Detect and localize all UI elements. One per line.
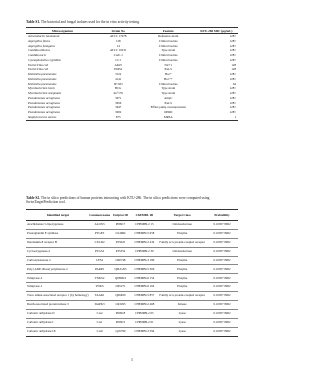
table1-row	[26, 115, 238, 120]
table2-header-chembl: ChEMBL ID	[130, 210, 158, 221]
table2-caption-text: The in silico predictions of human proteins interacting with KTU-286. The in silico predictions were computed using SwissTargetPrediction tool.	[26, 196, 210, 205]
table2-row	[26, 327, 238, 336]
table1-cell: 128<	[229, 110, 236, 114]
table2-cell: Oxidoreductase	[158, 247, 206, 256]
table1-caption-text: The bacterial and fungal isolates used for the in vitro activity testing.	[40, 20, 140, 24]
table2-caption-label: Table S2.	[26, 196, 41, 200]
table1-cell: Mycobacterium smegmatis	[28, 91, 62, 95]
table1-cell: CC1	[115, 57, 122, 62]
table1-cell: Clinical isolate	[158, 57, 178, 62]
table2-cell: CHEMBL3 180	[130, 256, 158, 265]
table1-cell: Pan-S	[164, 100, 172, 105]
table2-caption	[26, 196, 238, 205]
table1-cell: 3647	[115, 105, 122, 110]
table2-row	[26, 229, 238, 238]
table1-cell: IP 3O3	[113, 81, 123, 86]
table1-cell: 128<	[229, 105, 236, 110]
table1-cell: 128<	[229, 86, 236, 91]
table2-cell: CHEMBL3 594	[130, 327, 158, 336]
table2-cell: 0.10057 8902	[206, 318, 238, 327]
table2-row	[26, 221, 238, 230]
table2-cell: PTGES	[89, 229, 111, 238]
table2-cell: Lyase	[158, 327, 206, 336]
table2-row	[26, 301, 238, 310]
table2-cell: PTGS2	[89, 247, 111, 256]
table2-cell: CHEMBL2 468	[130, 301, 158, 310]
table2-cell: 0.10057 8902	[206, 265, 238, 274]
table2-cell: P25025	[111, 238, 131, 247]
table2-cell: TNKS2	[89, 274, 111, 283]
table1-cell: 128<	[229, 100, 236, 105]
table2-cell: CHEMBL6 164	[130, 283, 158, 292]
table2-cell: P00915	[111, 318, 131, 327]
table2-row	[26, 247, 238, 256]
table1-cell: ATCC 17978	[110, 34, 127, 38]
table2-cell: CHEMBL2 05	[130, 309, 158, 318]
table2-cell: Carbonic anhydrase II	[26, 309, 89, 318]
table2-cell: Enzyme	[158, 229, 206, 238]
table2-cell: 0.10057 8902	[206, 256, 238, 265]
table1-header-strain: Strain No	[97, 28, 140, 34]
table2-cell: ALOX5	[89, 221, 111, 230]
table2-cell: Family A G protein-coupled receptor	[158, 238, 206, 247]
table1-cell: 128	[231, 67, 236, 72]
table2-cell: 0.10057 8902	[206, 309, 238, 318]
table2-cell: Q96RJ0	[111, 292, 131, 301]
table2-cell: Tankyrase-2	[26, 274, 89, 283]
table1-cell: Clinical isolate	[158, 53, 178, 57]
table2-cell: 0.10057 8902	[206, 327, 238, 336]
table2-cell: P35354	[111, 247, 131, 256]
table2-cell: CHEMBL5 857	[130, 292, 158, 301]
table2-cell: O43293	[111, 301, 131, 310]
table2-cell: Prostaglandin E synthase	[26, 229, 89, 238]
table2-row	[26, 265, 238, 274]
table1-cell: 3071	[115, 95, 122, 100]
table1-cell: 1	[197, 115, 238, 120]
table1-cell: 64	[232, 81, 236, 86]
table1-cell: Staphylococcus aureus	[26, 115, 97, 120]
table1-cell: 128	[115, 38, 121, 43]
table1-cell: Type strain	[161, 91, 176, 95]
table2-cell: Kinase	[158, 301, 206, 310]
table2-cell: PARP2	[89, 265, 111, 274]
table1-cell: 4141	[115, 76, 122, 81]
table1-isolates	[26, 27, 238, 121]
table2-cell: CA2	[89, 309, 111, 318]
table2-cell: O00748	[111, 256, 131, 265]
table2-cell: Lyase	[158, 318, 206, 327]
table2-cell: CHEMBL6 154	[130, 274, 158, 283]
table2-cell: Tankyrase-1	[26, 283, 89, 292]
table2-row	[26, 309, 238, 318]
table1-cell: Mycobacterium bovis	[28, 86, 55, 91]
table1-cell: 128<	[229, 72, 236, 76]
table2-cell: Carbonic anhydrase IX	[26, 327, 89, 336]
table2-cell: Cyclooxygenase-2	[26, 247, 89, 256]
table2-cell: CHEMBL2 30	[130, 247, 158, 256]
table2-header-target: Identified target	[26, 210, 89, 221]
table1-cell: 128<	[229, 57, 236, 62]
table2-cell: Poly [ADP-ribose] polymerase 2	[26, 265, 89, 274]
table1-cell: Candida albicans	[28, 48, 50, 53]
table2-cell: Enzyme	[158, 274, 206, 283]
table1-cell: 128<	[229, 48, 236, 53]
table2-cell: Q16790	[111, 327, 131, 336]
table2-cell: O14684	[111, 229, 131, 238]
table2-cell: TNKS	[89, 283, 111, 292]
table2-cell: Enzyme	[158, 265, 206, 274]
table1-cell: 3122	[115, 72, 122, 76]
table2-cell: CA1	[89, 318, 111, 327]
table1-cell: Pan-S	[164, 67, 172, 72]
table1-caption	[26, 20, 238, 24]
table1-cell: 875	[97, 115, 140, 120]
table1-header-mic: KTU-286 MIC (μg/mL)	[197, 28, 238, 34]
table2-cell: CHEMBL2 15	[130, 221, 158, 230]
table1-cell: Candida auris	[28, 53, 46, 57]
table2-cell: 0.10057 8902	[206, 274, 238, 283]
table2-cell: Family A G protein-coupled receptor	[158, 292, 206, 301]
table2-cell: Trace amine-associated receptor 1 (by homology)	[26, 292, 89, 301]
table2-cell: CHEMBL2 434	[130, 238, 158, 247]
table1-cell: 128<	[229, 91, 236, 95]
table1-cell: Efflux pump overexpression	[150, 105, 186, 110]
table2-cell: Carbonic anhydrase I	[26, 318, 89, 327]
table2-cell: TAAR1	[89, 292, 111, 301]
table2-header-uniprot: Uniprot ID	[111, 210, 131, 221]
table2-cell: P09917	[111, 221, 131, 230]
table1-cell: 128<	[229, 38, 236, 43]
table1-cell: 3656	[115, 100, 122, 105]
table2-cell: 0.10057 8902	[206, 238, 238, 247]
table1-cell: Hoc++	[163, 76, 173, 81]
table2-cell: DAPK3	[89, 301, 111, 310]
table1-cell: Escherichia coli	[28, 62, 49, 67]
table2-row	[26, 283, 238, 292]
table2-cell: 0.10057 8902	[206, 283, 238, 292]
table1-cell: Reference strain	[158, 34, 179, 38]
table1-cell: BCG	[115, 86, 122, 91]
table1-cell: Eh95a	[114, 67, 123, 72]
table2-cell: 0.10057 8902	[206, 247, 238, 256]
table2-row	[26, 292, 238, 301]
table1-cell: Clinical isolate	[158, 43, 178, 48]
table2-cell: Enzyme	[158, 256, 206, 265]
table1-cell: 128<	[229, 76, 236, 81]
table2-cell: 0.10057 8902	[206, 229, 238, 238]
table1-cell: Klebsiella pneumoniae	[28, 72, 57, 76]
table1-cell: Klebsiella pneumoniae	[28, 81, 57, 86]
table1-cell: Clinical isolate	[158, 81, 178, 86]
table2-header-common-name: Common name	[89, 210, 111, 221]
table1-cell: mc²155	[113, 91, 123, 95]
table1-cell: Type strain	[161, 86, 176, 91]
table1-cell: Escherichia coli	[28, 67, 49, 72]
table2-row	[26, 318, 238, 327]
table1-cell: Hoc+	[164, 72, 172, 76]
table2-cell: CES2	[89, 256, 111, 265]
table2-cell: 0.10057 8902	[206, 221, 238, 230]
table2-cell: Q9UGN5	[111, 265, 131, 274]
table1-cell: MRSA	[140, 115, 197, 120]
table1-cell: 3002	[115, 110, 122, 114]
table2-cell: Enzyme	[158, 283, 206, 292]
table1-cell: Aspergillus flavus	[28, 38, 51, 43]
table2-cell: Carboxylesterase 2	[26, 256, 89, 265]
table1-cell: Clinical isolate	[158, 38, 178, 43]
table1-cell: AmpC	[164, 95, 173, 100]
table1-cell: Pseudomonas aeruginosa	[28, 95, 60, 100]
table2-cell: 0.10057 8902	[206, 301, 238, 310]
table1-cell: ATCC 10231	[110, 48, 127, 53]
table1-header-feature: Feature	[140, 28, 197, 34]
table1-cell: 128	[231, 62, 236, 67]
table2-cell: Death-associated protein kinase 3	[26, 301, 89, 310]
table1-cell: Pseudomonas aeruginosa	[28, 100, 60, 105]
table2-targets	[26, 209, 238, 337]
table2-cell: CHEMBL2 61	[130, 318, 158, 327]
table1-cell: Pseudomonas aeruginosa	[28, 105, 60, 110]
table2-cell: P00918	[111, 309, 131, 318]
table1-header-microorganism: Microorganism	[26, 28, 97, 34]
table2-cell: Arachidonate 5-lipoxygenase	[26, 221, 89, 230]
table1-cell: Klebsiella pneumoniae	[28, 76, 57, 81]
table2-cell: Interleukin-8 receptor B	[26, 238, 89, 247]
table2-cell: O95271	[111, 283, 131, 292]
table1-cell: CAU-1	[113, 53, 123, 57]
table2-cell: Q9H2K2	[111, 274, 131, 283]
table2-cell: CXCR2	[89, 238, 111, 247]
table1-cell: AR25	[114, 62, 122, 67]
table1-cell: Aspergillus fumigatus	[28, 43, 55, 48]
table1-cell: Pseudomonas aeruginosa	[28, 110, 60, 114]
table2-cell: CHEMBL5 658	[130, 229, 158, 238]
table1-cell: 128<	[229, 53, 236, 57]
table1-cell: Acinetobacter baumannii	[28, 34, 60, 38]
table2-header-target-class: Target Class	[158, 210, 206, 221]
table2-cell: CHEMBL5 366	[130, 265, 158, 274]
table2-header-probability: Probability	[206, 210, 238, 221]
table1-cell: Type strain	[161, 48, 176, 53]
table2-cell: 0.10057 8902	[206, 292, 238, 301]
table1-cell: Ntr+1	[164, 62, 172, 67]
table2-cell: CA9	[89, 327, 111, 336]
table2-row	[26, 274, 238, 283]
table2-cell: Oxidoreductase	[158, 221, 206, 230]
table1-cell: 128<	[229, 95, 236, 100]
table1-cell: 14	[116, 43, 120, 48]
table2-row	[26, 238, 238, 247]
table1-cell: Cyanophomella cryptiliten	[28, 57, 62, 62]
table2-cell: Lyase	[158, 309, 206, 318]
table1-cell: 128<	[229, 43, 236, 48]
table1-cell: 128<	[229, 34, 236, 38]
page-number: 1	[131, 357, 133, 362]
table2-row	[26, 256, 238, 265]
table1-caption-label: Table S1.	[26, 20, 41, 24]
table1-cell: OPRD	[164, 110, 173, 114]
